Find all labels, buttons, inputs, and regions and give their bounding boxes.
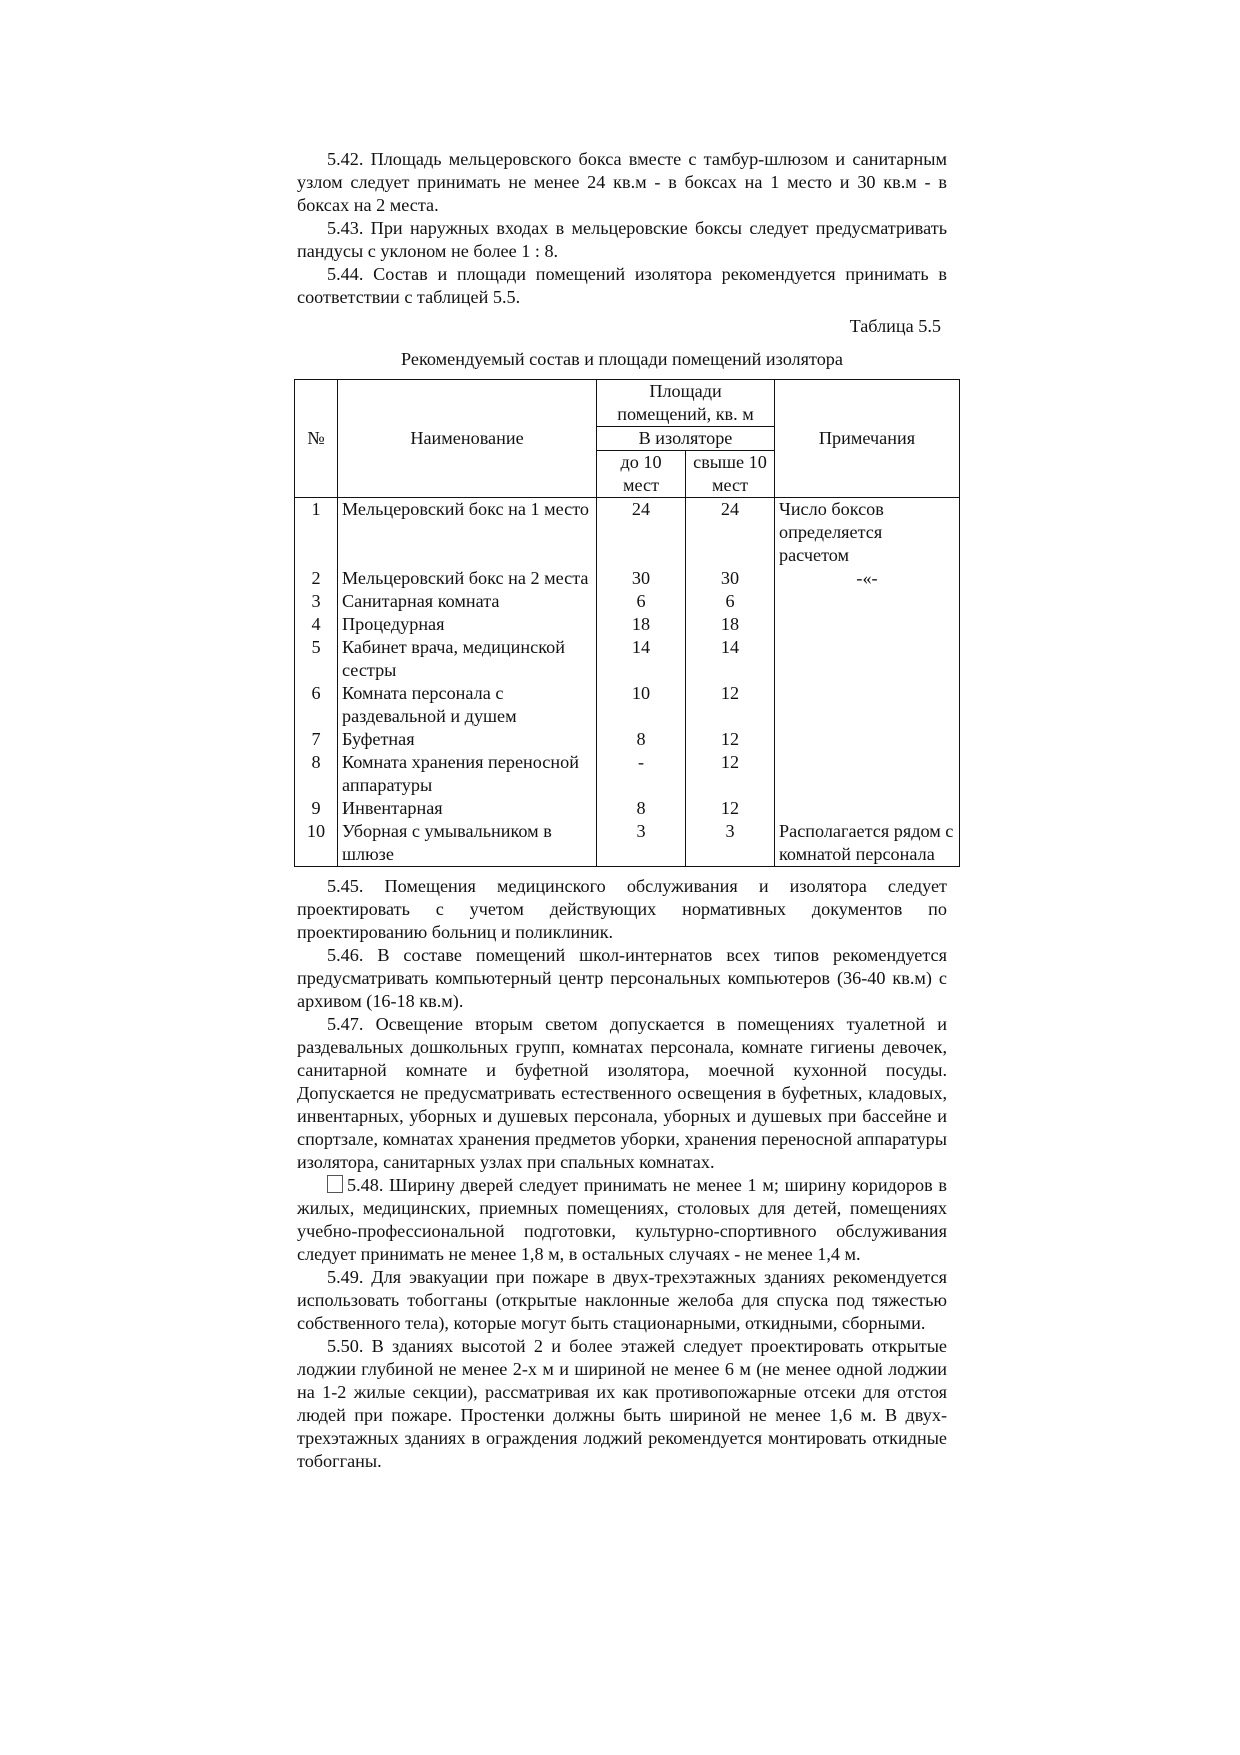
row-area-upto-10: -: [597, 751, 686, 797]
row-name: Буфетная: [338, 728, 597, 751]
row-area-over-10: 24: [686, 498, 775, 568]
row-name: Комната персонала с раздевальной и душем: [338, 682, 597, 728]
row-area-over-10: 14: [686, 636, 775, 682]
row-area-upto-10: 10: [597, 682, 686, 728]
row-note: [775, 636, 960, 682]
row-name: Мельцеровский бокс на 2 места: [338, 567, 597, 590]
paragraph-5-45: 5.45. Помещения медицинского обслуживания и изолятора следует проектировать с учетом действующих нормативных документов по проектированию больниц и поликлиник.: [297, 876, 947, 942]
row-area-over-10: 12: [686, 682, 775, 728]
row-area-upto-10: 3: [597, 820, 686, 867]
header-over-10: свыше 10 мест: [686, 451, 775, 498]
row-area-upto-10: 30: [597, 567, 686, 590]
row-area-over-10: 12: [686, 751, 775, 797]
row-number: 7: [295, 728, 338, 751]
row-note: Располагается рядом с комнатой персонала: [775, 820, 960, 867]
change-marker-icon: [327, 1175, 343, 1193]
row-note: [775, 797, 960, 820]
row-area-upto-10: 6: [597, 590, 686, 613]
row-note: -«-: [775, 567, 960, 590]
row-name: Мельцеровский бокс на 1 место: [338, 498, 597, 568]
table-row: [295, 613, 960, 636]
row-name: Инвентарная: [338, 797, 597, 820]
row-area-upto-10: 14: [597, 636, 686, 682]
row-name: Процедурная: [338, 613, 597, 636]
row-note: [775, 682, 960, 728]
rooms-table: [294, 379, 960, 867]
row-area-upto-10: 24: [597, 498, 686, 568]
paragraph-5-42: 5.42. Площадь мельцеровского бокса вместе с тамбур-шлюзом и санитарным узлом следует принимать не менее 24 кв.м - в боксах на 1 место и 30 кв.м - в боксах на 2 места.: [297, 149, 947, 215]
row-number: 2: [295, 567, 338, 590]
row-name: Комната хранения переносной аппаратуры: [338, 751, 597, 797]
table-title: Рекомендуемый состав и площади помещений изолятора: [401, 349, 843, 369]
row-number: 4: [295, 613, 338, 636]
table-row: [295, 682, 960, 728]
table-row: [295, 567, 960, 590]
row-number: 5: [295, 636, 338, 682]
header-area: Площади помещений, кв. м: [597, 380, 775, 427]
table-label: Таблица 5.5: [849, 316, 941, 336]
header-number: №: [295, 380, 338, 498]
row-area-over-10: 12: [686, 797, 775, 820]
header-name: Наименование: [338, 380, 597, 498]
row-number: 6: [295, 682, 338, 728]
header-upto-10: до 10 мест: [597, 451, 686, 498]
row-note: [775, 751, 960, 797]
row-area-over-10: 12: [686, 728, 775, 751]
paragraph-5-48-wrapper: [297, 1174, 947, 1266]
paragraph-5-48: 5.48. Ширину дверей следует принимать не менее 1 м; ширину коридоров в жилых, медицинских, приемных помещениях, столовых для детей, помещениях учебно-профессиональной подготовки, культурно-спортивного обслуживания следует принимать не менее 1,8 м, в остальных случаях - не менее 1,4 м.: [297, 1175, 947, 1264]
row-area-upto-10: 18: [597, 613, 686, 636]
row-number: 3: [295, 590, 338, 613]
table-row: [295, 728, 960, 751]
row-area-over-10: 18: [686, 613, 775, 636]
header-in-isolator: В изоляторе: [597, 427, 775, 451]
row-area-upto-10: 8: [597, 797, 686, 820]
row-number: 10: [295, 820, 338, 867]
row-name: Санитарная комната: [338, 590, 597, 613]
row-note: [775, 590, 960, 613]
document-page: [297, 148, 954, 1473]
table-row: [295, 797, 960, 820]
table-row: [295, 820, 960, 867]
table-row: [295, 751, 960, 797]
row-number: 8: [295, 751, 338, 797]
paragraph-5-43: 5.43. При наружных входах в мельцеровские боксы следует предусматривать пандусы с уклоном не более 1 : 8.: [297, 218, 947, 261]
table-row: [295, 590, 960, 613]
table-row: [295, 498, 960, 568]
paragraph-5-49: 5.49. Для эвакуации при пожаре в двух-трехэтажных зданиях рекомендуется использовать тобогганы (открытые наклонные желоба для спуска под тяжестью собственного тела), которые могут быть стационарными, откидными, сборными.: [297, 1267, 947, 1333]
row-area-upto-10: 8: [597, 728, 686, 751]
table-row: [295, 636, 960, 682]
paragraph-5-46: 5.46. В составе помещений школ-интернатов всех типов рекомендуется предусматривать компьютерный центр персональных компьютеров (36-40 кв.м) с архивом (16-18 кв.м).: [297, 945, 947, 1011]
row-note: Число боксов определяется расчетом: [775, 498, 960, 568]
row-note: [775, 728, 960, 751]
row-area-over-10: 3: [686, 820, 775, 867]
row-area-over-10: 6: [686, 590, 775, 613]
row-note: [775, 613, 960, 636]
row-name: Уборная с умывальником в шлюзе: [338, 820, 597, 867]
row-name: Кабинет врача, медицинской сестры: [338, 636, 597, 682]
paragraph-5-47: 5.47. Освещение вторым светом допускается в помещениях туалетной и раздевальных дошкольных групп, комнатах персонала, комнате гигиены девочек, санитарной комнате и буфетной изолятора, моечной кухонной посуды. Допускается не предусматривать естественного освещения в буфетных, кладовых, инвентарных, уборных и душевых персонала, уборных и душевых при бассейне и спортзале, комнатах хранения предметов уборки, хранения переносной аппаратуры изолятора, санитарных узлах при спальных комнатах.: [297, 1014, 947, 1172]
row-number: 1: [295, 498, 338, 568]
header-notes: Примечания: [775, 380, 960, 498]
row-area-over-10: 30: [686, 567, 775, 590]
paragraph-5-44: 5.44. Состав и площади помещений изолятора рекомендуется принимать в соответствии с таблицей 5.5.: [297, 264, 947, 307]
paragraph-5-50: 5.50. В зданиях высотой 2 и более этажей следует проектировать открытые лоджии глубиной не менее 2-х м и шириной не менее 6 м (не менее одной лоджии на 1-2 жилые секции), рассматривая их как противопожарные отсеки для отстоя людей при пожаре. Простенки должны быть шириной не менее 1,6 м. В двух-трехэтажных зданиях в ограждения лоджий рекомендуется монтировать откидные тобогганы.: [297, 1336, 947, 1471]
row-number: 9: [295, 797, 338, 820]
